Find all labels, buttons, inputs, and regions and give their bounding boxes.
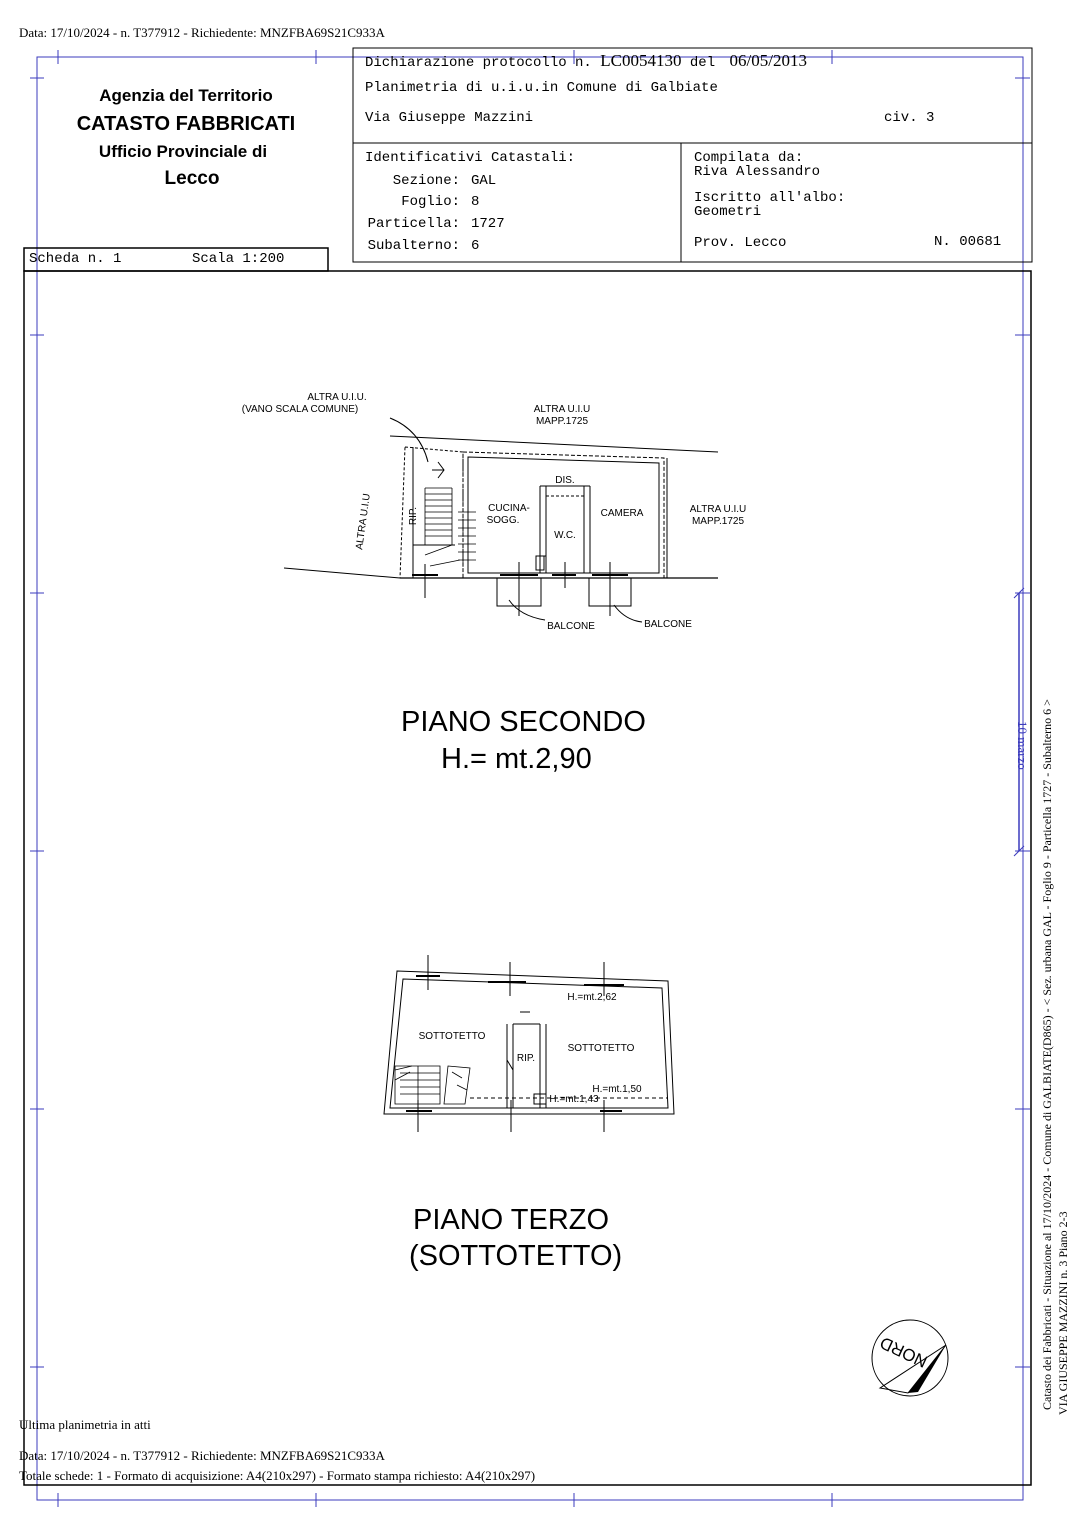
margin-mark: 10 marzo [1015,721,1030,770]
floor-plan-second [241,380,750,640]
footer-totale: Totale schede: 1 - Formato di acquisizione: A4(210x297) - Formato stampa richiesto: A4(210x297) [19,1468,536,1483]
foglio-label: Foglio: [401,194,460,210]
header-request-line: Data: 17/10/2024 - n. T377912 - Richiedente: MNZFBA69S21C933A [19,25,385,40]
label-sottotetto-2: SOTTOTETTO [567,1043,635,1054]
footer-last-plan: Ultima planimetria in atti [19,1417,151,1432]
label-altra-uiu-stair-2: (VANO SCALA COMUNE) [241,404,359,415]
declaration-label: Dichiarazione protocollo n. [365,55,592,71]
scale-label: Scala 1:200 [192,251,285,267]
province: Prov. Lecco [694,235,787,251]
compiler-label: Compilata da: [694,150,804,166]
civic-number: civ. 3 [884,110,935,126]
label-altra-uiu-top-2: MAPP.1725 [535,416,589,427]
label-balcone-1: BALCONE [547,621,595,632]
declaration-del: del [689,55,716,71]
label-h-262: H.=mt.2,62 [567,992,617,1003]
albo-label: Iscritto all'albo: [694,190,846,206]
footer-data: Data: 17/10/2024 - n. T377912 - Richiedente: MNZFBA69S21C933A [19,1448,385,1463]
sezione-label: Sezione: [392,173,460,189]
scheda-label: Scheda n. 1 [29,251,122,267]
compiler-name: Riva Alessandro [694,164,821,180]
label-altra-uiu-right-1: ALTRA U.I.U [689,504,747,515]
albo-value: Geometri [694,204,762,220]
address-line: Via Giuseppe Mazzini [365,110,534,126]
label-dis: DIS. [555,475,575,486]
label-altra-uiu-right-2: MAPP.1725 [691,516,745,527]
subalterno-label: Subalterno: [367,238,460,254]
sezione-value: GAL [471,173,497,189]
agency-name: Agenzia del Territorio [99,86,273,105]
label-balcone-2: BALCONE [644,619,692,630]
north-label: NORD [876,1332,931,1372]
office-city: Lecco [164,168,220,189]
plan-third-subtitle: (SOTTOTETTO) [409,1240,623,1272]
label-altra-uiu-stair-1: ALTRA U.I.U. [307,392,367,403]
label-h-150: H.=mt.1,50 [592,1084,642,1095]
foglio-value: 8 [471,194,480,210]
north-arrow-icon [866,1320,956,1400]
label-sottotetto-1: SOTTOTETTO [418,1031,486,1042]
declaration-date: 06/05/2013 [729,51,807,70]
plan-second-height: H.= mt.2,90 [441,743,592,775]
plan-municipality-line: Planimetria di u.i.u.in Comune di Galbiate [365,80,718,96]
label-rip: RIP. [408,506,419,526]
office-label: Ufficio Provinciale di [98,142,268,161]
particella-value: 1727 [471,216,505,232]
label-cucina-2: SOGG. [486,515,520,526]
plan-second-title: PIANO SECONDO [401,706,646,738]
label-camera: CAMERA [600,508,644,519]
label-cucina-1: CUCINA- [488,503,530,514]
declaration-line [365,51,807,71]
plan-third-title: PIANO TERZO [413,1204,610,1236]
label-altra-uiu-left: ALTRA U.I.U [354,492,373,551]
declaration-number: LC0054130 [600,51,682,70]
identifiers-title: Identificativi Catastali: [365,150,576,166]
label-wc: W.C. [554,530,576,541]
registration-lines [30,50,1030,1507]
catasto-title: CATASTO FABBRICATI [76,113,296,135]
register-number: N. 00681 [934,234,1002,250]
label-h-143: H.=mt.1,43 [549,1094,599,1105]
side-info-line2: VIA GIUSEPPE MAZZINI n. 3 Piano 2-3 [1056,1211,1070,1415]
side-info-line1: Catasto dei Fabbricati - Situazione al 17/10/2024 - Comune di GALBIATE(D865) - < Sez. urbana GAL - Foglio 9 - Particella 1727 - Subalterno 6 > [1040,699,1054,1410]
particella-label: Particella: [367,216,460,232]
label-altra-uiu-top-1: ALTRA U.I.U [533,404,591,415]
floor-plan-third [375,960,685,1135]
label-rip-third: RIP. [516,1053,536,1064]
subalterno-value: 6 [471,238,480,254]
